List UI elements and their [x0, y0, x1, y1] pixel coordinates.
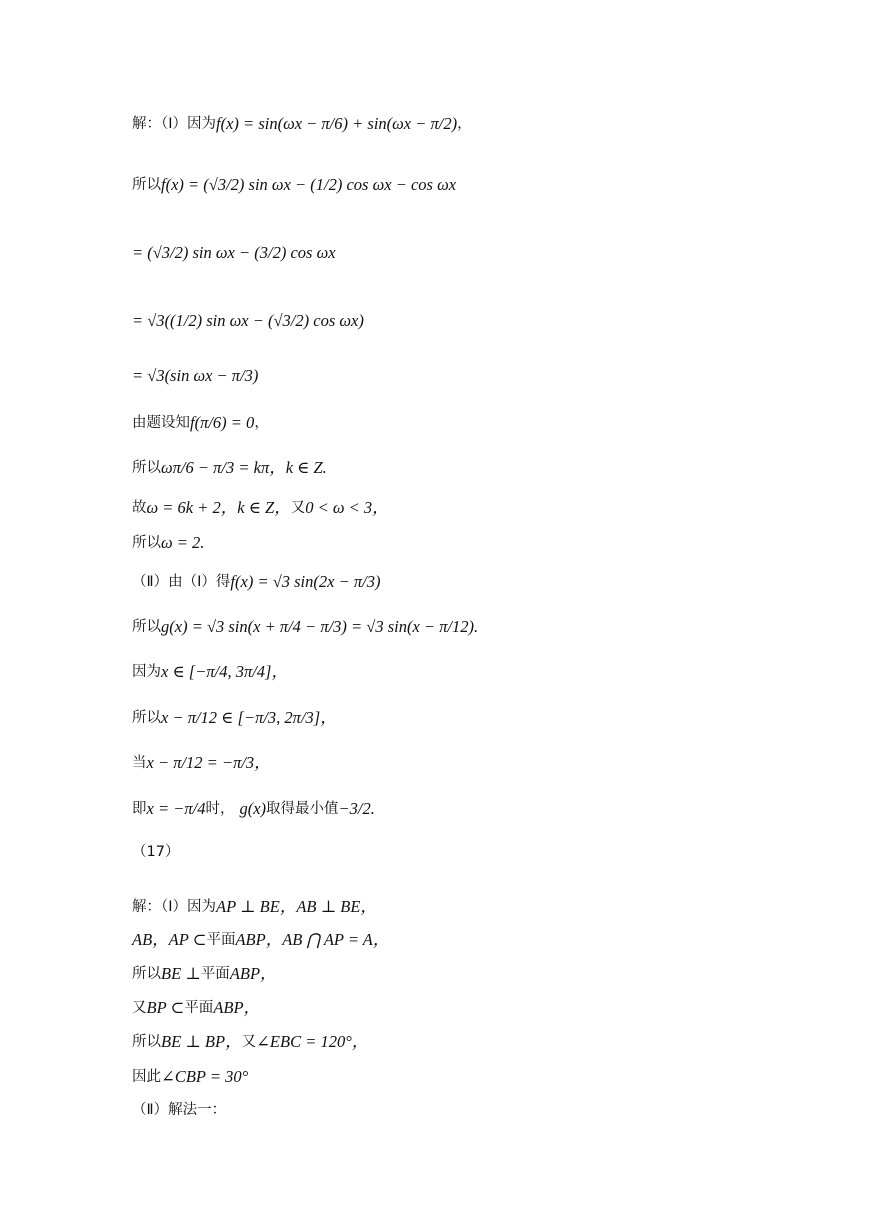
math-expression: BE ⊥ BP，	[161, 1032, 242, 1051]
line-text: 故	[132, 500, 147, 516]
math-expression: ∠CBP = 30°	[161, 1067, 249, 1086]
line-text: 平面	[200, 966, 230, 982]
line-text: 所以	[132, 619, 161, 635]
line-text: 所以	[132, 535, 161, 551]
solution-16-line-7	[132, 458, 327, 478]
problem-number-label: （17）	[132, 844, 180, 860]
line-text: 当	[132, 755, 147, 771]
math-expression: g(x) = √3 sin(x + π/4 − π/3) = √3 sin(x − π/12).	[161, 617, 479, 636]
math-expression: x − π/12 ∈ [−π/3, 2π/3]，	[161, 708, 337, 727]
line-text: 因此	[132, 1069, 161, 1085]
math-expression: AP ⊥ BE，AB ⊥ BE，	[216, 897, 377, 916]
math-expression: BP ⊂	[146, 998, 185, 1017]
problem-number	[132, 842, 179, 862]
solution-16-line-12	[132, 662, 288, 682]
punctuation: ，	[254, 415, 269, 431]
math-expression: ABP，AB ⋂ AP = A，	[235, 930, 390, 949]
line-text: 平面	[206, 932, 236, 948]
solution-16-line-4	[132, 311, 364, 331]
line-text: 由题设知	[132, 415, 190, 431]
solution-16-line-14	[132, 753, 271, 773]
solution-16-line-3	[132, 243, 336, 263]
line-text: 又	[290, 500, 306, 516]
line-text: 解：（Ⅰ）因为	[132, 116, 217, 132]
math-expression: AB，AP ⊂	[132, 930, 207, 949]
line-text: 解：（Ⅰ）因为	[132, 899, 217, 915]
line-text: 又	[241, 1034, 257, 1050]
line-text: 所以	[132, 177, 161, 193]
solution-16-line-2	[132, 175, 456, 195]
solution-16-line-5	[132, 366, 258, 386]
solution-17-line-4	[132, 998, 260, 1018]
math-expression: f(x) = √3 sin(2x − π/3)	[230, 572, 381, 591]
line-text: （Ⅱ）解法一：	[132, 1102, 227, 1118]
math-expression: x ∈ [−π/4, 3π/4]，	[161, 662, 288, 681]
line-text: 取得最小值	[266, 801, 339, 817]
line-text: 所以	[132, 460, 161, 476]
solution-16-line-9	[132, 533, 204, 553]
math-expression: x − π/12 = −π/3，	[146, 753, 271, 772]
line-text: 所以	[132, 710, 161, 726]
math-expression: = (√3/2) sin ωx − (3/2) cos ωx	[132, 243, 336, 262]
math-expression: ABP，	[229, 964, 277, 983]
solution-17-line-3	[132, 964, 277, 984]
solution-16-line-6	[132, 413, 269, 433]
punctuation: ，	[457, 116, 472, 132]
math-expression: f(π/6) = 0	[190, 413, 255, 432]
solution-17-line-1	[132, 897, 377, 917]
solution-16-line-8	[132, 498, 389, 518]
math-expression: f(x) = sin(ωx − π/6) + sin(ωx − π/2)	[216, 114, 458, 133]
math-expression: f(x) = (√3/2) sin ωx − (1/2) cos ωx − cos ωx	[161, 175, 457, 194]
solution-16-line-15	[132, 799, 375, 819]
math-expression: ∠EBC = 120°，	[256, 1032, 369, 1051]
math-expression: = √3((1/2) sin ωx − (√3/2) cos ωx)	[132, 311, 364, 330]
math-expression: ABP，	[213, 998, 261, 1017]
math-expression: −3/2.	[338, 799, 375, 818]
line-text: 时，	[205, 801, 235, 817]
math-expression: x = −π/4	[146, 799, 206, 818]
solution-17-line-7	[132, 1100, 226, 1120]
line-text: 因为	[132, 664, 161, 680]
line-text: 所以	[132, 966, 161, 982]
solution-16-line-1	[132, 114, 472, 134]
solution-16-line-11	[132, 617, 478, 637]
line-text: 又	[132, 1000, 147, 1016]
solution-16-line-13	[132, 708, 337, 728]
math-expression: = √3(sin ωx − π/3)	[132, 366, 259, 385]
line-text: 即	[132, 801, 147, 817]
solution-17-line-5	[132, 1032, 368, 1052]
math-expression: g(x)	[239, 799, 267, 818]
line-text: 平面	[184, 1000, 214, 1016]
math-expression: ω = 2.	[161, 533, 205, 552]
math-expression: ω = 6k + 2，k ∈ Z，	[146, 498, 291, 517]
math-expression: ωπ/6 − π/3 = kπ，k ∈ Z.	[161, 458, 327, 477]
solution-16-line-10	[132, 572, 380, 592]
solution-17-line-6	[132, 1067, 248, 1087]
math-expression: BE ⊥	[161, 964, 201, 983]
math-expression: 0 < ω < 3，	[305, 498, 389, 517]
line-text: （Ⅱ）由（Ⅰ）得	[132, 574, 231, 590]
solution-17-line-2	[132, 930, 389, 950]
line-text: 所以	[132, 1034, 161, 1050]
